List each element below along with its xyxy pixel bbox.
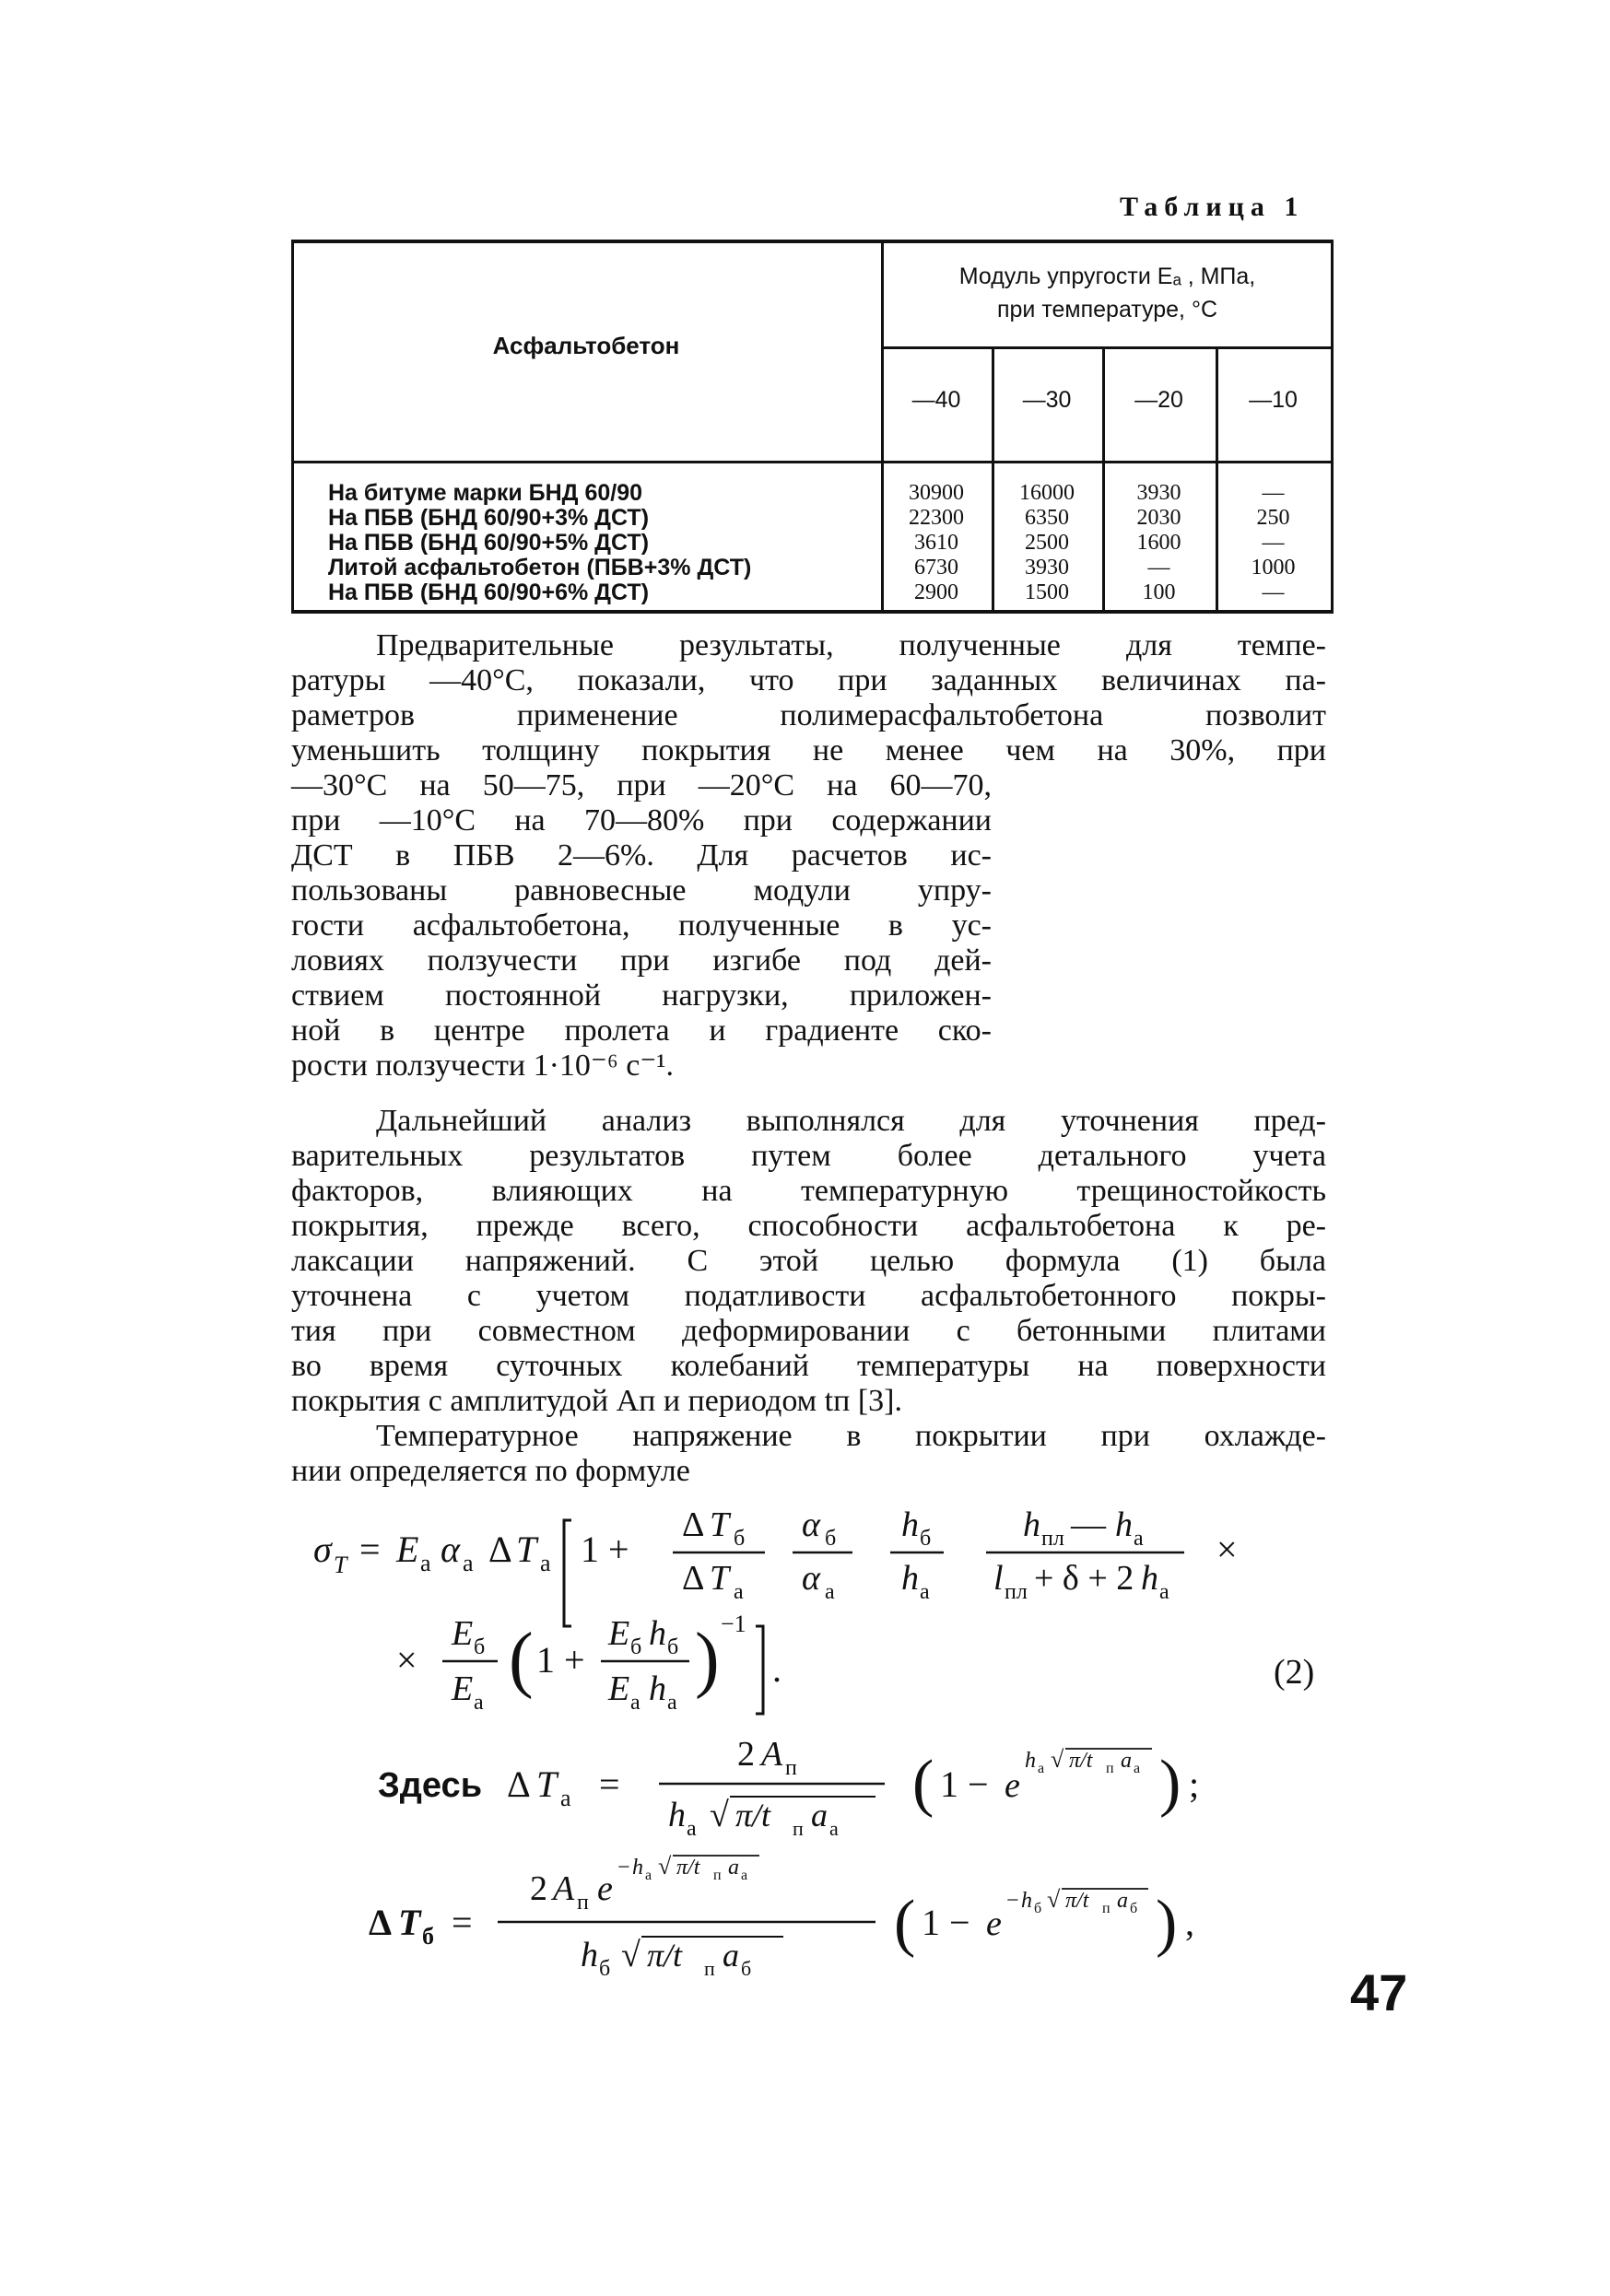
table-header-divider [291, 461, 1334, 463]
svg-text:п: п [1102, 1901, 1111, 1916]
formula-sigma-t-graphic [304, 1488, 1346, 1718]
svg-text:α: α [441, 1529, 460, 1570]
text-line: при —10°С на 70—80% при содержании [291, 803, 992, 838]
svg-text:T: T [710, 1505, 730, 1544]
svg-text:π/t: π/t [647, 1937, 683, 1974]
text-line: гости асфальтобетона, полученные в ус- [291, 908, 992, 943]
table-column-values [992, 481, 1102, 605]
table-column-values [1102, 481, 1216, 605]
svg-text:а: а [920, 1580, 930, 1604]
svg-text:a: a [723, 1937, 739, 1974]
svg-text:б: б [920, 1527, 932, 1551]
svg-text:α: α [802, 1505, 820, 1544]
text-line: —30°С на 50—75, при —20°С на 60—70, [291, 768, 992, 802]
formula-delta-tb [359, 1843, 1281, 1981]
svg-text:а: а [630, 1691, 640, 1715]
text-line: во время суточных колебаний температуры на поверхности [291, 1349, 1326, 1383]
table-cell: 6730 [914, 556, 958, 580]
svg-text:а: а [540, 1550, 551, 1576]
svg-text:l: l [993, 1559, 1004, 1598]
svg-text:): ) [695, 1619, 720, 1700]
svg-text:e: e [597, 1869, 613, 1908]
svg-text:a: a [1117, 1889, 1128, 1913]
text-line: покрытия с амплитудой Aп и периодом tп [3]. [291, 1384, 902, 1418]
table-cell: 3930 [1025, 556, 1069, 580]
svg-text:2: 2 [737, 1735, 755, 1774]
text-line: ловиях ползучести при изгибе под дей- [291, 943, 992, 978]
table-group-divider [881, 346, 1334, 349]
svg-text:—: — [1071, 1505, 1106, 1544]
svg-text:п: п [1106, 1761, 1114, 1776]
table-col-header: —30 [1022, 387, 1072, 413]
formula-delta-ta [359, 1723, 1281, 1843]
svg-text:√: √ [1047, 1886, 1061, 1913]
svg-text:h: h [1021, 1889, 1032, 1913]
svg-text:T: T [536, 1763, 558, 1805]
svg-text:σ: σ [313, 1529, 332, 1570]
text-line: варительных результатов путем более детального учета [291, 1139, 1326, 1173]
text-line: пользованы равновесные модули упру- [291, 873, 992, 908]
svg-text:=: = [359, 1529, 381, 1570]
svg-text:пл: пл [1005, 1580, 1028, 1604]
svg-text:а: а [1134, 1527, 1144, 1551]
svg-text:а: а [734, 1580, 744, 1604]
svg-text:h: h [649, 1669, 666, 1708]
svg-text:a: a [728, 1856, 739, 1880]
table-cell: 16000 [1019, 481, 1075, 505]
table-row-label: Литой асфальтобетон (ПБВ+3% ДСТ) [328, 555, 752, 580]
text-line: рости ползучести 1·10⁻⁶ с⁻¹. [291, 1048, 674, 1083]
svg-text:б: б [734, 1527, 746, 1551]
table-cell: 3930 [1136, 481, 1181, 505]
svg-text:−: − [1006, 1889, 1019, 1913]
svg-text:α: α [802, 1559, 820, 1598]
table-cell: 100 [1142, 580, 1176, 604]
text-line: ДСТ в ПБВ 2—6%. Для расчетов ис- [291, 838, 992, 873]
svg-text:√: √ [658, 1853, 672, 1880]
svg-text:E: E [608, 1669, 630, 1708]
svg-text:=: = [599, 1763, 620, 1805]
svg-text:а: а [463, 1550, 474, 1576]
svg-text:E: E [452, 1614, 474, 1653]
table-header-modulus [881, 260, 1334, 326]
svg-text:п: п [785, 1756, 797, 1780]
svg-text:1 −: 1 − [940, 1763, 989, 1805]
svg-text:б: б [474, 1635, 486, 1659]
svg-text:): ) [1159, 1748, 1181, 1819]
text-line: Температурное напряжение в покрытии при охлажде- [376, 1419, 1326, 1453]
table-bottom-border [291, 610, 1334, 614]
paragraph-further-analysis [291, 1104, 1326, 1489]
data-table [291, 240, 1334, 612]
table-cell: 1500 [1025, 580, 1069, 604]
svg-text:h: h [632, 1856, 643, 1880]
svg-text:h: h [901, 1559, 919, 1598]
table-header-modulus-line2: при температуре, °С [996, 297, 1217, 322]
svg-text:√: √ [1051, 1746, 1064, 1773]
table-cell: 22300 [909, 506, 964, 530]
svg-text:): ) [1156, 1888, 1178, 1959]
text-line: уточнена с учетом податливости асфальтобетонного покры- [291, 1279, 1326, 1313]
svg-text:h: h [1025, 1749, 1036, 1773]
zdes-label: Здесь [378, 1766, 483, 1805]
text-line: нии определяется по формуле [291, 1454, 690, 1488]
svg-text:h: h [1141, 1559, 1158, 1598]
svg-text:e: e [1005, 1766, 1020, 1805]
svg-text:а: а [687, 1817, 697, 1841]
svg-text:h: h [668, 1796, 686, 1834]
svg-text:п: п [704, 1957, 715, 1980]
svg-text:1 +: 1 + [536, 1639, 585, 1681]
svg-text:а: а [1134, 1761, 1141, 1776]
svg-text:(: ( [894, 1888, 916, 1959]
text-line: тия при совместном деформировании с бетонными плитами [291, 1314, 1326, 1348]
svg-text:−1: −1 [721, 1611, 746, 1637]
svg-text:Δ: Δ [682, 1559, 705, 1598]
table-top-border [291, 240, 1334, 243]
svg-text:(: ( [912, 1748, 934, 1819]
table-column-values [881, 481, 992, 605]
table-cell: — [1262, 531, 1285, 555]
svg-text:а: а [741, 1868, 748, 1883]
svg-text:(: ( [509, 1619, 534, 1700]
svg-text:а: а [645, 1868, 652, 1883]
svg-text:,: , [1185, 1902, 1194, 1943]
table-row-label: На ПБВ (БНД 60/90+5% ДСТ) [328, 530, 650, 556]
text-line: Дальнейший анализ выполнялся для уточнения пред- [376, 1104, 1326, 1138]
table-cell: 6350 [1025, 506, 1069, 530]
table-cell: 2900 [914, 580, 958, 604]
svg-text:Δ: Δ [369, 1902, 393, 1943]
text-line: лаксации напряжений. С этой целью формула (1) была [291, 1244, 1326, 1278]
svg-text:а: а [825, 1580, 835, 1604]
table-header-asphalt: Асфальтобетон [492, 332, 680, 359]
svg-text:б: б [1130, 1901, 1138, 1916]
svg-text:б: б [667, 1635, 679, 1659]
svg-text:;: ; [1189, 1763, 1200, 1805]
svg-text:а: а [1159, 1580, 1169, 1604]
svg-text:б: б [422, 1923, 434, 1950]
table-column-values [1216, 481, 1331, 605]
svg-text:а: а [1038, 1761, 1045, 1776]
formula-delta-ta-graphic [359, 1723, 1281, 1843]
formula-sigma-t [304, 1488, 1346, 1718]
svg-text:√: √ [621, 1936, 640, 1974]
table-cell: — [1262, 580, 1285, 604]
table-row-label: На ПБВ (БНД 60/90+3% ДСТ) [328, 505, 650, 531]
table-cell: 1600 [1136, 531, 1181, 555]
svg-text:T: T [710, 1559, 730, 1598]
svg-text:+ δ + 2: + δ + 2 [1034, 1559, 1134, 1598]
text-line: факторов, влияющих на температурную трещиностойкость [291, 1174, 1326, 1208]
svg-text:T: T [334, 1552, 347, 1578]
svg-text:h: h [901, 1505, 919, 1544]
svg-text:а: а [829, 1817, 839, 1840]
paragraph-preliminary-results [291, 628, 1326, 1084]
svg-text:e: e [986, 1904, 1002, 1943]
svg-text:E: E [608, 1614, 630, 1653]
svg-text:б: б [1034, 1901, 1042, 1916]
table-header-modulus-line1: Модуль упругости Eₐ , МПа, [958, 264, 1256, 289]
svg-text:б: б [599, 1957, 611, 1981]
svg-text:h: h [581, 1936, 598, 1974]
text-line: ствием постоянной нагрузки, приложен- [291, 978, 992, 1013]
formula-number: (2) [1274, 1653, 1315, 1692]
svg-text:a: a [811, 1797, 828, 1833]
svg-text:Δ: Δ [488, 1529, 512, 1570]
svg-text:=: = [452, 1902, 473, 1943]
svg-text:π/t: π/t [735, 1797, 771, 1833]
svg-text:п: п [713, 1868, 722, 1883]
table-cell: 30900 [909, 481, 964, 505]
svg-text:π/t: π/t [1065, 1889, 1089, 1913]
text-line: покрытия, прежде всего, способности асфальтобетона к ре- [291, 1209, 1326, 1243]
svg-text:E: E [396, 1529, 419, 1570]
table-caption: Таблица 1 [1120, 192, 1305, 222]
svg-text:a: a [1121, 1749, 1132, 1773]
text-line: уменьшить толщину покрытия не менее чем на 30%, при [291, 733, 1326, 767]
formula-delta-tb-graphic [359, 1843, 1281, 1981]
svg-text:−: − [617, 1856, 630, 1880]
svg-text:1 +: 1 + [581, 1529, 629, 1570]
text-line: раметров применение полимерасфальтобетона позволит [291, 698, 1326, 732]
svg-text:T: T [398, 1902, 421, 1943]
svg-text:пл: пл [1041, 1527, 1064, 1551]
table-cell: 250 [1256, 506, 1290, 530]
svg-text:Δ: Δ [682, 1505, 705, 1544]
table-cell: 2500 [1025, 531, 1069, 555]
svg-text:а: а [560, 1785, 571, 1811]
svg-text:а: а [420, 1550, 431, 1576]
table-row-label: На битуме марки БНД 60/90 [328, 480, 643, 506]
svg-text:1 −: 1 − [922, 1902, 970, 1943]
svg-text:π/t: π/t [676, 1856, 700, 1880]
svg-text:п: п [793, 1817, 804, 1840]
svg-text:а: а [474, 1691, 484, 1715]
svg-text:×: × [396, 1639, 417, 1681]
table-row-labels [328, 481, 881, 605]
svg-text:Δ: Δ [507, 1763, 531, 1805]
text-line: ной в центре пролета и градиенте ско- [291, 1013, 992, 1048]
svg-text:A: A [761, 1735, 783, 1774]
svg-text:×: × [1216, 1529, 1238, 1570]
svg-text:h: h [1115, 1505, 1133, 1544]
page-number: 47 [1350, 1963, 1408, 2021]
table-row-label: На ПБВ (БНД 60/90+6% ДСТ) [328, 580, 650, 605]
svg-text:h: h [1023, 1505, 1040, 1544]
table-cell: 1000 [1251, 556, 1296, 580]
table-col-header: —10 [1249, 387, 1298, 413]
svg-text:б: б [630, 1635, 642, 1659]
svg-text:h: h [649, 1614, 666, 1653]
svg-text:A: A [553, 1869, 575, 1908]
svg-text:E: E [452, 1669, 474, 1708]
table-left-border [291, 240, 294, 612]
table-cell: — [1147, 556, 1170, 580]
svg-text:б: б [825, 1527, 837, 1551]
svg-text:2: 2 [530, 1869, 547, 1908]
svg-text:.: . [772, 1648, 781, 1690]
table-cell: 2030 [1136, 506, 1181, 530]
table-cell: — [1262, 481, 1285, 505]
svg-text:T: T [516, 1529, 537, 1570]
svg-text:√: √ [710, 1796, 729, 1834]
table-col-header: —40 [911, 387, 961, 413]
table-cell: 3610 [914, 531, 958, 555]
text-line: ратуры —40°С, показали, что при заданных величинах па- [291, 663, 1326, 697]
text-line: Предварительные результаты, полученные для темпе- [376, 628, 1326, 662]
svg-text:а: а [667, 1691, 677, 1715]
table-col-header: —20 [1134, 387, 1183, 413]
svg-text:п: п [577, 1891, 589, 1915]
svg-text:б: б [741, 1957, 752, 1980]
svg-text:π/t: π/t [1069, 1749, 1093, 1773]
